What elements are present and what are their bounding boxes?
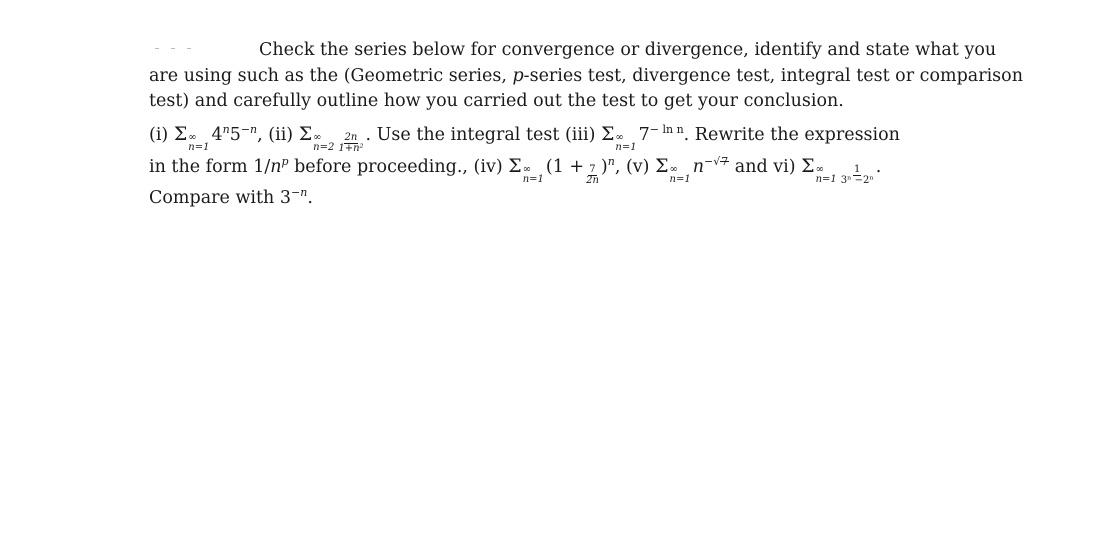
form-var: n [270, 156, 282, 177]
item-iii-label: (iii) [564, 124, 596, 145]
sigma-symbol: Σ [173, 122, 188, 145]
line-2-text-a: are using such as the (Geometric series, [149, 65, 513, 86]
sigma-symbol: Σ [508, 154, 522, 177]
question-text [149, 38, 1023, 211]
item-v-base: n [692, 156, 704, 177]
item-v-label: , (v) [614, 156, 650, 177]
sum-limits: ∞ n=1 [815, 163, 837, 185]
items-line-1 [149, 122, 997, 154]
sum-limits: ∞ n=1 [188, 131, 210, 153]
item-iv-close: ) [600, 156, 608, 177]
item-iv-label: before proceeding., (iv) [288, 156, 503, 177]
sigma-symbol: Σ [600, 122, 615, 145]
item-ii-fraction: $\frac{2n}{\text{1+n²}}$ [338, 131, 364, 154]
sum-limits: ∞ n=2 [313, 131, 335, 153]
sigma-symbol: Σ [655, 154, 669, 177]
item-i-term: $4^n5^{-n}$ [211, 123, 258, 145]
paragraph-line-3 [149, 89, 997, 115]
item-v-exp: − √7 [703, 155, 729, 169]
line-1-text: Check the series below for convergence or divergence, identify and state what you [259, 40, 997, 60]
line-2-text-b: -series test, divergence test, integral test or comparison [523, 65, 1023, 86]
item-iv-open: (1 + [545, 156, 585, 177]
line-2-p: p [512, 65, 524, 86]
sigma-symbol: Σ [801, 154, 815, 177]
item-iv-fraction: $\frac{7}{2n}$ [586, 163, 599, 186]
item-i-label: (i) [149, 124, 169, 145]
form-prefix: in the form 1/ [149, 156, 271, 177]
paragraph-line-1 [149, 38, 997, 64]
sum-limits: ∞ n=1 [522, 163, 544, 185]
line-3-text: test) and carefully outline how you carried out the test to get your conclusion. [149, 91, 844, 111]
item-vi-fraction: $\frac{1}{\text{3ⁿ −2ⁿ}}$ [840, 163, 874, 186]
compare-text: Compare with 3 [149, 187, 292, 208]
sum-limits: ∞ n=1 [669, 163, 691, 185]
paragraph-line-2 [149, 64, 1023, 90]
item-vi-label: and vi) [729, 156, 796, 177]
item-ii-label: , (ii) [257, 124, 294, 145]
item-iii-term: $7^{- ln n}$ [638, 123, 684, 145]
integral-test-instruction: . Use the integral test [365, 124, 560, 145]
sum-limits: ∞ n=1 [615, 131, 637, 153]
sigma-symbol: Σ [298, 122, 313, 145]
items-line-3: Compare with 3 $^{-n}$ . [149, 186, 997, 212]
items-line-2: in the form 1/ n $^p$ before proceeding., (iv) Σ ∞ n=1 (1 + $\frac{7}{2n}$ ) $^n$ , (v) Σ ∞ n=1 n $^{- √7}$ and vi) Σ ∞ n=1 $\frac{1}{\text{3ⁿ −2ⁿ}}$ . [149, 154, 882, 186]
rewrite-instruction: . Rewrite the expression [683, 124, 900, 145]
